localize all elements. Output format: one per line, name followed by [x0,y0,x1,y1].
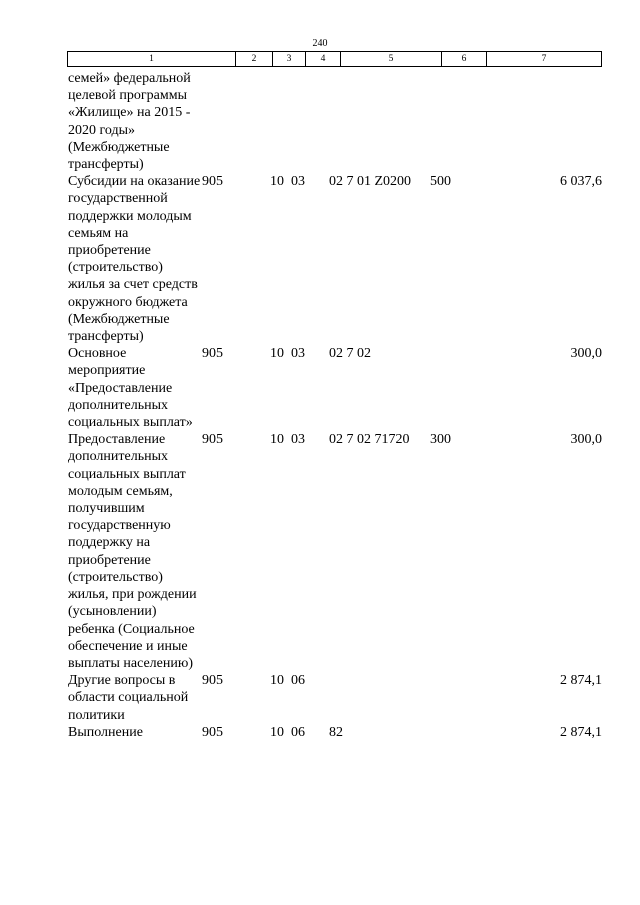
row-code-4: 03 [291,432,305,448]
row-code-2: 905 [202,673,223,689]
table-row [68,724,602,741]
row-code-3: 10 [270,346,284,362]
table-row [68,70,602,173]
row-code-6: 300 [430,432,451,448]
row-code-6: 500 [430,174,451,190]
row-code-5: 02 7 02 [329,346,371,362]
row-code-6 [430,724,470,741]
row-code-4 [290,70,329,173]
table-row [68,345,602,431]
row-code-6 [430,672,470,724]
row-code-2: 905 [202,346,223,362]
row-amount: 300,0 [570,346,602,362]
column-header-table [67,51,602,67]
row-name: семей» федеральной целевой программы «Жилище» на 2015 - 2020 годы» (Межбюджетные трансферты) [68,71,191,173]
budget-table-body [68,70,602,741]
row-code-5: 02 7 02 71720 [329,432,410,448]
column-header-1: 1 [68,52,236,67]
row-name: Субсидии на оказание государственной поддержки молодым семьям на приобретение (строительство) жилья за счет средств окружного бюджета (Межбюджетные трансферты) [68,174,201,345]
row-code-6 [430,345,470,431]
row-code-3: 10 [270,724,284,740]
row-amount: 2 874,1 [560,724,602,740]
row-amount: 2 874,1 [560,673,602,689]
row-code-5 [329,70,430,173]
row-code-4: 03 [291,346,305,362]
page-number: 240 [312,38,328,49]
row-code-3: 10 [270,174,284,190]
row-code-2 [201,70,254,173]
row-code-5: 02 7 01 Z0200 [329,174,412,190]
row-code-3: 10 [270,673,284,689]
row-name: Предоставление дополнительных социальных выплат молодым семьям, получившим государственную поддержку на приобретение (строительство) жилья, при рождении (усыновлении) ребенка (Социальное обеспечение и иные выплаты населению) [68,432,197,671]
column-header-2: 2 [236,52,273,67]
column-header-row [68,52,602,67]
row-code-3: 10 [270,432,284,448]
table-row [68,672,602,724]
row-code-5: 82 [329,724,343,740]
row-code-6 [430,70,470,173]
column-header-4: 4 [306,52,341,67]
row-code-4: 06 [291,673,305,689]
row-code-2: 905 [202,174,223,190]
column-header-5: 5 [341,52,442,67]
row-name: Основное мероприятие «Предоставление дополнительных социальных выплат» [68,346,193,431]
column-header-7: 7 [487,52,602,67]
table-row [68,431,602,672]
row-code-2: 905 [202,724,223,740]
row-amount: 6 037,6 [560,174,602,190]
row-name: Выполнение [68,724,143,740]
row-code-3 [254,70,290,173]
column-header-3: 3 [273,52,306,67]
row-amount: 300,0 [570,432,602,448]
table-row [68,173,602,345]
row-amount [470,70,602,173]
column-header-6: 6 [442,52,487,67]
row-code-2: 905 [202,432,223,448]
row-code-4: 06 [291,724,305,740]
row-code-4: 03 [291,174,305,190]
row-code-5 [329,672,430,724]
row-name: Другие вопросы в области социальной политики [68,673,189,723]
